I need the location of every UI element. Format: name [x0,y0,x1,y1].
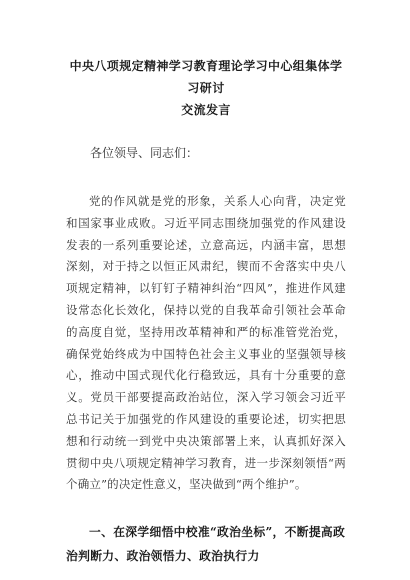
document-title-line1: 中央八项规定精神学习教育理论学习中心组集体学习研讨 [69,59,343,95]
document-title-line2: 交流发言 [181,103,231,117]
section-heading: 一、在深学细悟中校准“政治坐标”，不断提高政治判断力、政治领悟力、政治执行力 [66,525,346,564]
body-paragraph: 党的作风就是党的形象，关系人心向背，决定党和国家事业成败。习近平同志围绕加强党的作风建设发表的一系列重要论述，立意高远，内涵丰富，思想深刻，对于持之以恒正风肃纪，锲而不舍落实中央八项规定精神，以钉钉子精神纠治“四风”，推进作风建设常态化长效化，保持以党的自我革命引领社会革命的高度自觉，坚持用改革精神和严的标准管党治党，确保党始终成为中国特色社会主义事业的坚强领导核心，推动中国式现代化行稳致远，具有十分重要的意义。党员干部要提高政治站位，深入学习领会习近平总书记关于加强党的作风建设的重要论述，切实把思想和行动统一到党中央决策部署上来，认真抓好深入贯彻中央八项规定精神学习教育，进一步深刻领悟“两个确立”的决定性意义，坚决做到“两个维护”。 [66,194,346,492]
salutation: 各位领导、同志们： [90,146,199,160]
